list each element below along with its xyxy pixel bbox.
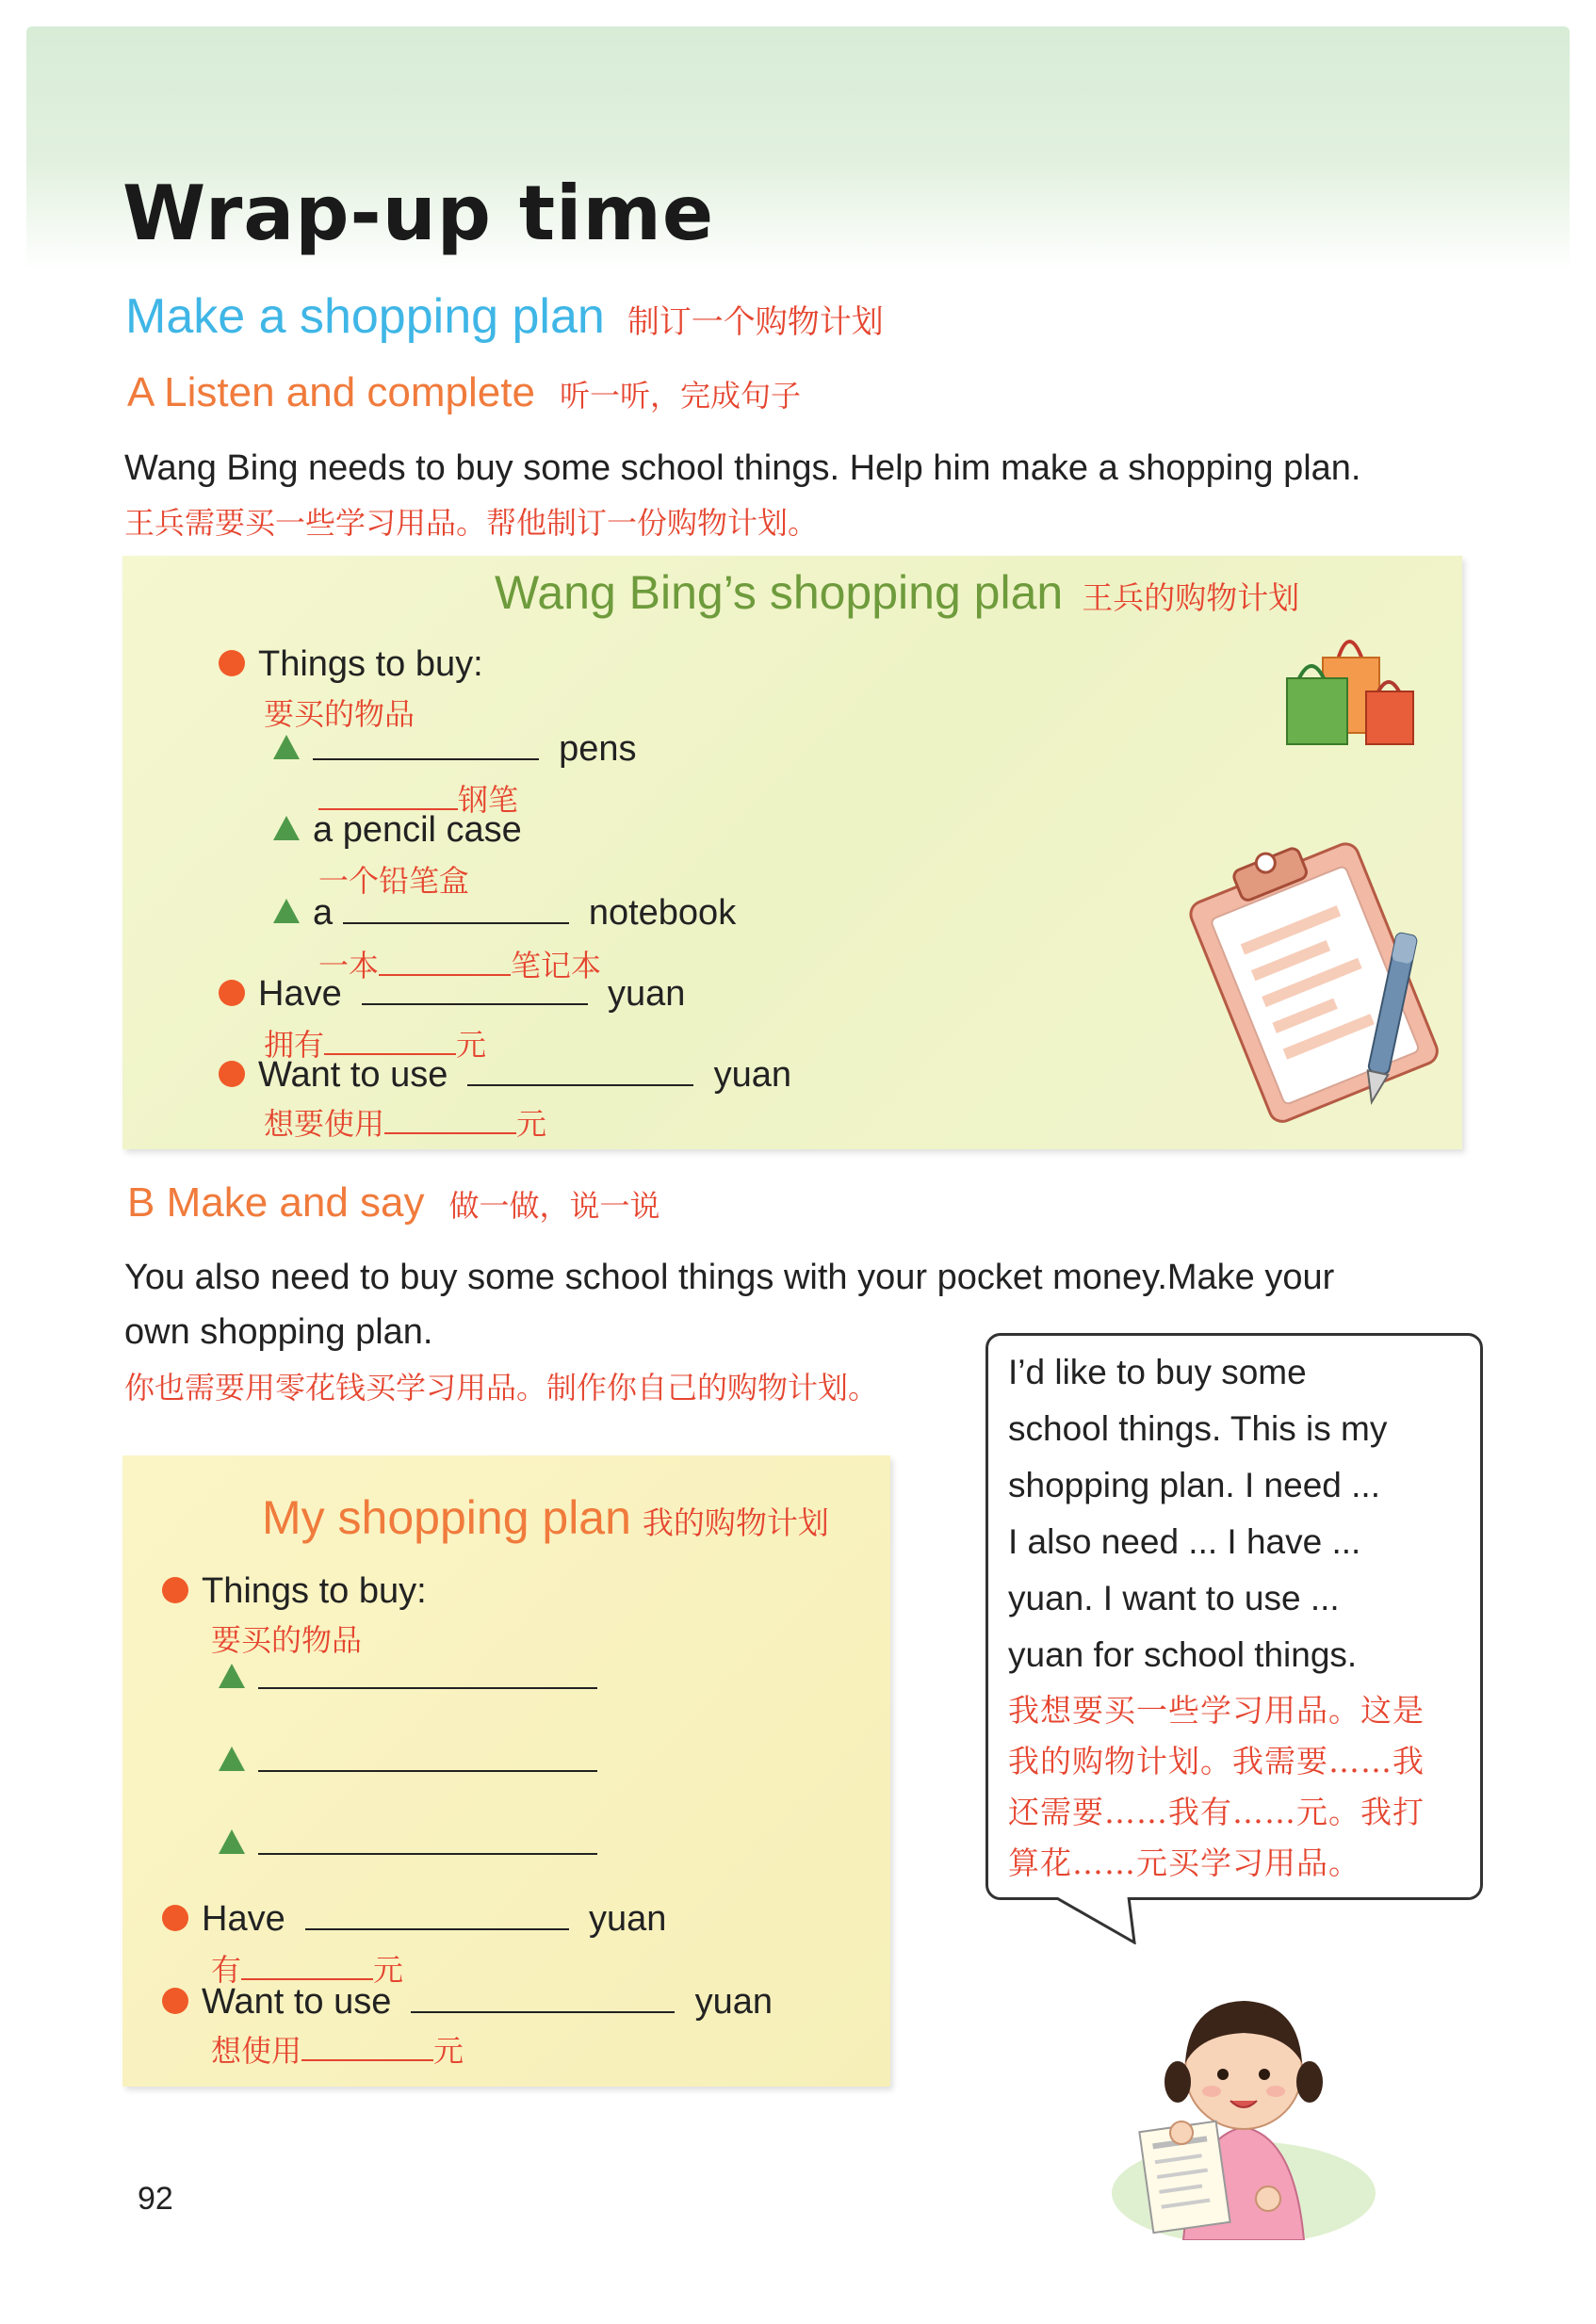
my-item-blank-2[interactable] bbox=[258, 1770, 597, 1772]
triangle-bullet-icon bbox=[219, 1829, 245, 1854]
triangle-bullet-icon bbox=[273, 735, 300, 759]
wang-bing-plan-title bbox=[495, 565, 1299, 620]
part-a-title-en: A Listen and complete bbox=[127, 369, 535, 415]
my-want-cn: 想使用 元 bbox=[211, 2033, 464, 2069]
bullet-dot-icon bbox=[219, 980, 245, 1006]
pens-blank[interactable] bbox=[313, 758, 539, 760]
my-item-blank-1[interactable] bbox=[258, 1687, 597, 1689]
part-b-instruction-line2: own shopping plan. bbox=[124, 1312, 433, 1352]
my-plan-title-cn: 我的购物计划 bbox=[642, 1504, 829, 1541]
part-b-title-cn: 做一做，说一说 bbox=[448, 1188, 660, 1224]
part-a-instruction-en: Wang Bing needs to buy some school things. Help him make a shopping plan. bbox=[124, 448, 1361, 488]
bullet-dot-icon bbox=[219, 1061, 245, 1087]
my-plan-title-en: My shopping plan bbox=[262, 1491, 631, 1544]
page-number: 92 bbox=[138, 2181, 173, 2217]
bullet-dot-icon bbox=[219, 650, 245, 676]
item-notebook-cn: 一本 笔记本 bbox=[318, 948, 602, 983]
item-pencil-case-cn: 一个铅笔盒 bbox=[318, 863, 470, 899]
speech-cn-line-2: 我的购物计划。我需要……我 bbox=[1008, 1743, 1425, 1780]
my-have-blank[interactable] bbox=[305, 1928, 569, 1930]
speech-cn-line-4: 算花……元买学习用品。 bbox=[1008, 1845, 1360, 1881]
part-a-title bbox=[127, 369, 801, 416]
have-blank[interactable] bbox=[362, 1003, 588, 1005]
bullet-dot-icon bbox=[162, 1577, 188, 1603]
speech-line-3: shopping plan. I need ... bbox=[1008, 1466, 1380, 1504]
section-title bbox=[125, 288, 884, 345]
my-item-row-3 bbox=[219, 1824, 597, 1864]
my-item-row-2 bbox=[219, 1741, 597, 1781]
speech-line-4: I also need ... I have ... bbox=[1008, 1522, 1361, 1561]
item-pens-cn: 钢笔 bbox=[318, 776, 518, 820]
speech-line-5: yuan. I want to use ... bbox=[1008, 1579, 1340, 1617]
speech-line-6: yuan for school things. bbox=[1008, 1635, 1358, 1674]
wang-bing-plan-title-en: Wang Bing’s shopping plan bbox=[495, 566, 1064, 619]
triangle-bullet-icon bbox=[219, 1664, 245, 1688]
pen-icon bbox=[1357, 923, 1423, 1112]
speech-line-2: school things. This is my bbox=[1008, 1409, 1388, 1448]
part-b-instruction-cn: 你也需要用零花钱买学习用品。制作你自己的购物计划。 bbox=[124, 1370, 879, 1406]
notebook-blank[interactable] bbox=[343, 922, 569, 924]
triangle-bullet-icon bbox=[273, 899, 300, 923]
wang-bing-plan-title-cn: 王兵的购物计划 bbox=[1082, 579, 1300, 616]
have-cn: 拥有 元 bbox=[264, 1027, 487, 1063]
item-pencil-case-row: a pencil case bbox=[273, 810, 522, 851]
part-b-instruction-line1: You also need to buy some school things with your pocket money.Make your bbox=[124, 1258, 1335, 1297]
my-plan-title bbox=[262, 1490, 829, 1545]
triangle-bullet-icon bbox=[219, 1747, 245, 1771]
speech-cn-line-1: 我想要买一些学习用品。这是 bbox=[1008, 1692, 1425, 1729]
section-title-en: Make a shopping plan bbox=[125, 289, 605, 344]
want-blank[interactable] bbox=[467, 1084, 693, 1086]
bullet-dot-icon bbox=[162, 1988, 188, 2014]
speech-cn-line-3: 还需要……我有……元。我打 bbox=[1008, 1794, 1425, 1830]
want-cn: 想要使用 元 bbox=[264, 1106, 547, 1142]
my-want-blank[interactable] bbox=[411, 2011, 675, 2013]
speech-line-1: I’d like to buy some bbox=[1008, 1353, 1307, 1391]
have-row: Have yuan bbox=[219, 974, 685, 1015]
item-pens-row: pens bbox=[273, 729, 637, 770]
triangle-bullet-icon bbox=[273, 816, 300, 840]
things-to-buy-label: Things to buy: bbox=[219, 644, 483, 685]
section-title-cn: 制订一个购物计划 bbox=[627, 303, 884, 341]
bullet-dot-icon bbox=[162, 1905, 188, 1931]
my-item-row-1 bbox=[219, 1658, 597, 1698]
part-b-title-en: B Make and say bbox=[127, 1179, 425, 1226]
part-b-title bbox=[127, 1179, 660, 1227]
my-want-row: Want to use yuan bbox=[162, 1982, 773, 2023]
part-a-title-cn: 听一听，完成句子 bbox=[559, 378, 801, 414]
girl-illustration bbox=[1102, 1958, 1376, 2240]
shopping-bags-icon bbox=[1281, 622, 1423, 749]
want-row: Want to use yuan bbox=[219, 1055, 791, 1096]
things-to-buy-cn: 要买的物品 bbox=[264, 696, 415, 732]
part-a-instruction-cn: 王兵需要买一些学习用品。帮他制订一份购物计划。 bbox=[124, 505, 819, 541]
my-have-cn: 有 元 bbox=[211, 1952, 404, 1988]
my-item-blank-3[interactable] bbox=[258, 1853, 597, 1855]
my-things-to-buy-label: Things to buy: bbox=[162, 1571, 427, 1612]
my-have-row: Have yuan bbox=[162, 1899, 666, 1940]
speech-bubble-tail bbox=[1053, 1897, 1138, 1944]
item-notebook-row: a notebook bbox=[273, 893, 736, 934]
my-things-to-buy-cn: 要买的物品 bbox=[211, 1622, 363, 1658]
page-title: Wrap-up time bbox=[122, 170, 715, 257]
